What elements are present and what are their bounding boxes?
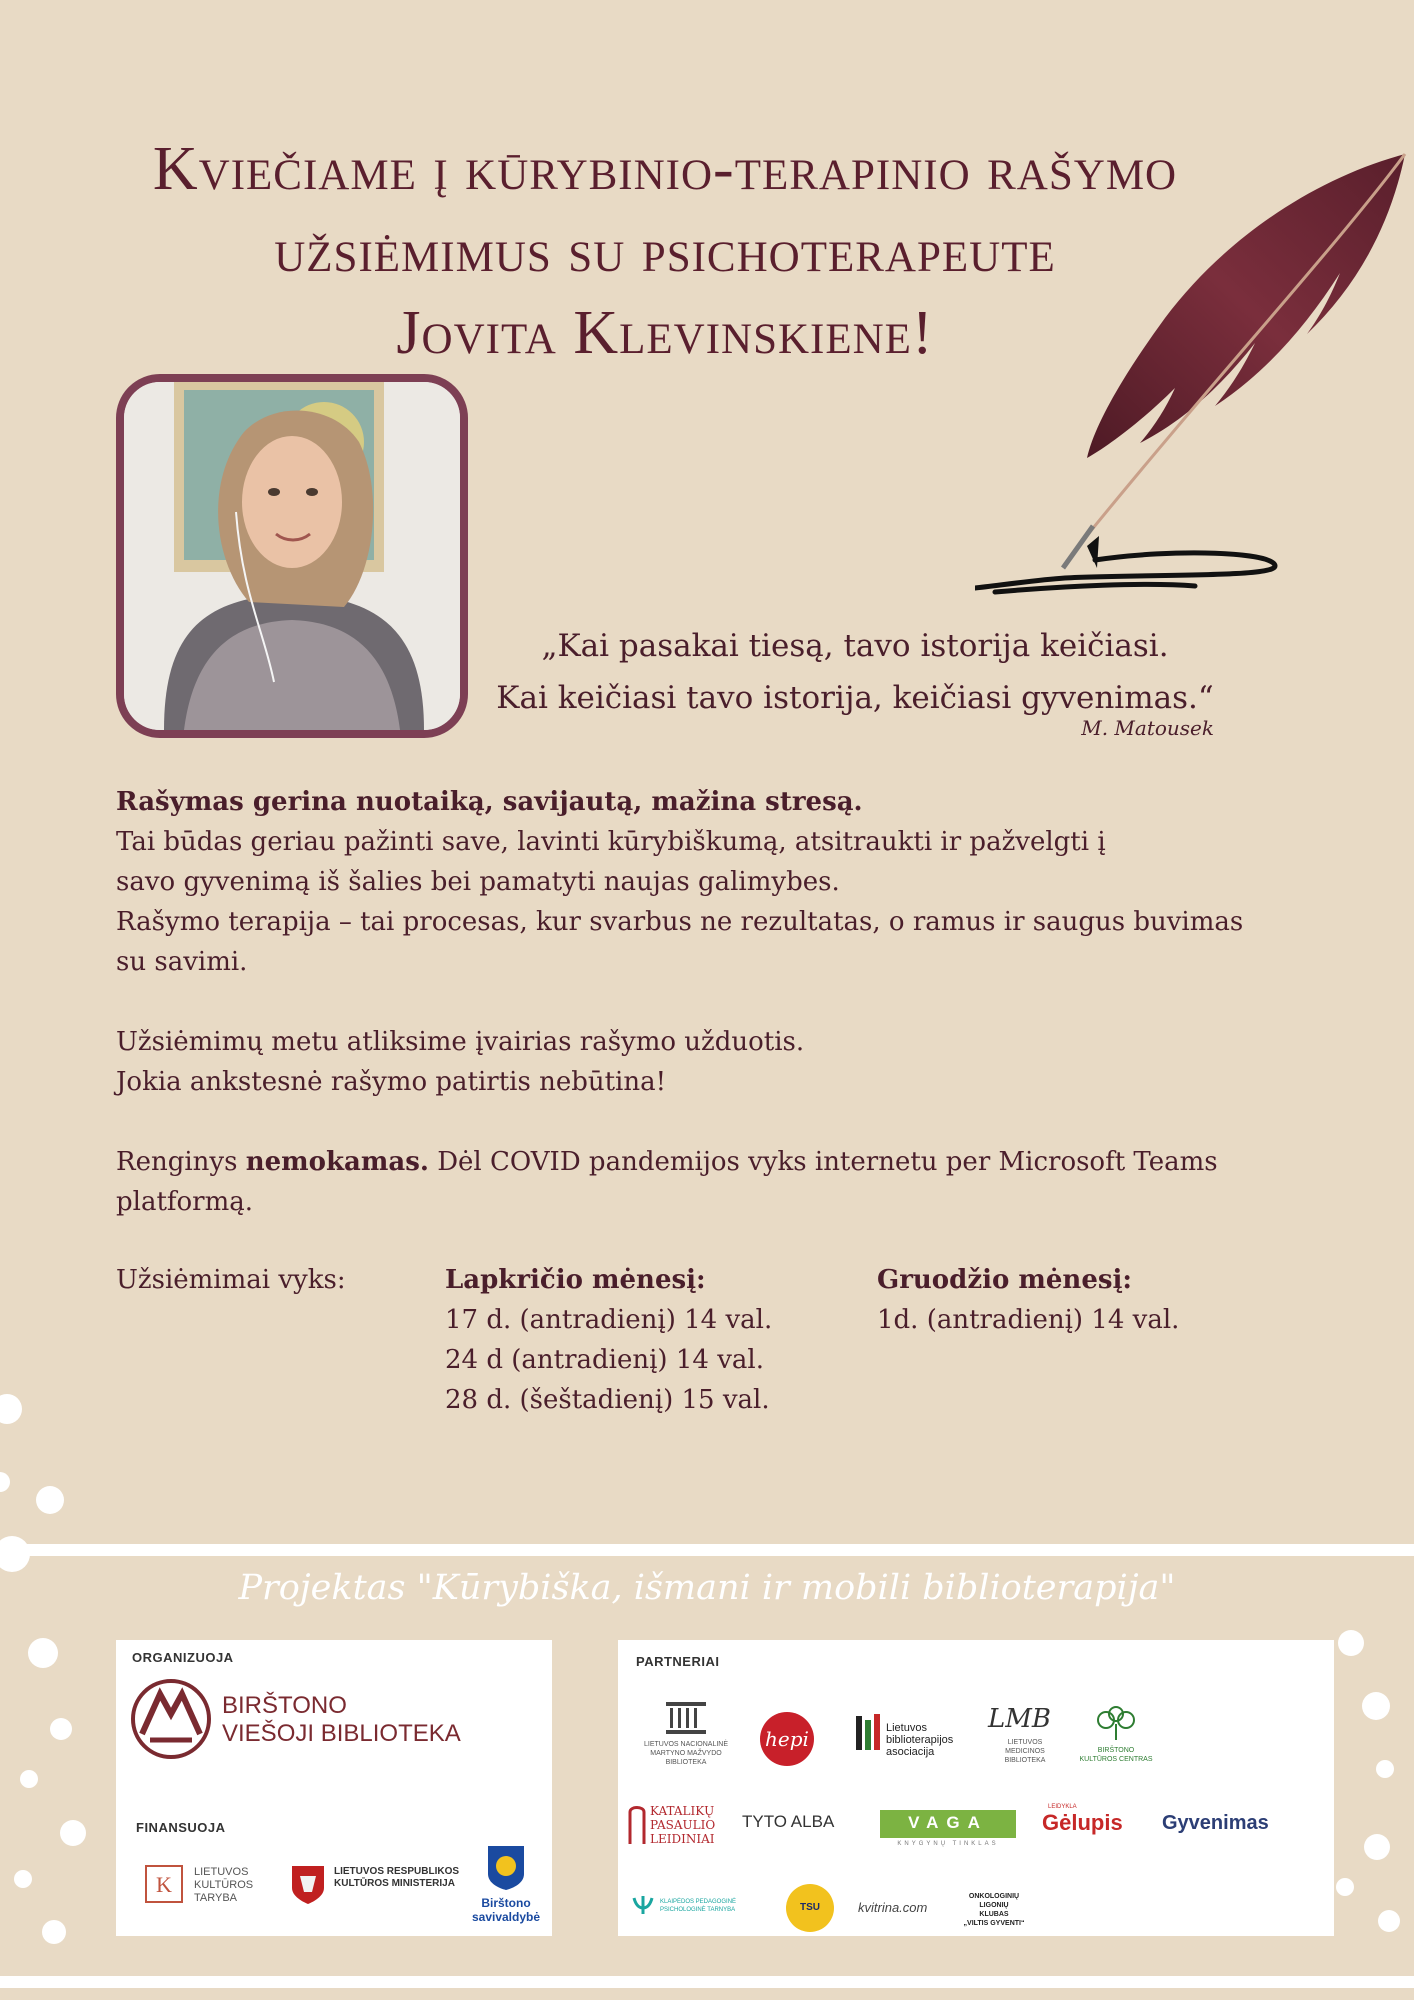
lnb-logo-icon xyxy=(664,1700,708,1736)
ltk-name xyxy=(194,1866,253,1905)
decor-dot xyxy=(1362,1692,1390,1720)
free-label: nemokamas. xyxy=(245,1147,429,1177)
event-info-text: Dėl COVID pandemijos vyks internetu per Microsoft Teams platformą. xyxy=(116,1147,1218,1217)
bkc-line: KULTŪROS CENTRAS xyxy=(1079,1756,1153,1763)
ltk-logo-icon xyxy=(144,1864,184,1904)
municipality-line: Birštono xyxy=(481,1896,531,1910)
title-line-3: Jovita Klevinskiene! xyxy=(396,299,934,367)
quote-line-2: Kai keičiasi tavo istorija, keičiasi gyvenimas.“ xyxy=(496,680,1214,716)
tsu-logo: TSU xyxy=(786,1884,834,1932)
portrait-photo xyxy=(116,374,468,738)
november-heading: Lapkričio mėnesį: xyxy=(445,1265,706,1295)
hepi-logo: hepi xyxy=(760,1712,814,1766)
decor-dot xyxy=(14,1870,32,1888)
ministry-name xyxy=(334,1866,459,1890)
ltk-line: KULTŪROS xyxy=(194,1879,254,1891)
ministry-line: LIETUVOS RESPUBLIKOS xyxy=(334,1866,460,1877)
lba-line: asociacija xyxy=(886,1746,935,1758)
municipality-line: savivaldybė xyxy=(471,1910,541,1924)
vaga-subtitle: KNYGYNŲ TINKLAS xyxy=(897,1841,999,1847)
kpl-name xyxy=(650,1804,715,1846)
event-info-text: Renginys xyxy=(116,1147,246,1177)
bkc-leaf-icon xyxy=(1092,1706,1140,1742)
divider-bottom xyxy=(0,1976,1414,1988)
organizer-label: ORGANIZUOJA xyxy=(132,1650,234,1665)
lnb-line: LIETUVOS NACIONALINĖ xyxy=(643,1741,729,1748)
lnb-line: MARTYNO MAŽVYDO xyxy=(650,1750,722,1757)
decor-dot xyxy=(20,1770,38,1788)
bkc-line: BIRŠTONO xyxy=(1097,1747,1135,1754)
schedule-label: Užsiėmimai vyks: xyxy=(116,1265,346,1295)
vaga-logo xyxy=(880,1810,1016,1838)
lead-sentence: Rašymas gerina nuotaiką, savijautą, mažina stresą. xyxy=(116,787,863,817)
quote-line-1: „Kai pasakai tiesą, tavo istorija keičiasi. xyxy=(541,628,1169,664)
project-title: Projektas "Kūrybiška, išmani ir mobili biblioterapija" xyxy=(238,1568,1176,1608)
decor-dot xyxy=(1376,1760,1394,1778)
vaga-name: VAGA xyxy=(908,1813,988,1832)
lmb-line: MEDICINOS xyxy=(1005,1748,1045,1755)
birstono-library-logo-icon xyxy=(130,1678,212,1760)
description-line: Užsiėmimų metu atliksime įvairias rašymo užduotis. xyxy=(116,1027,805,1057)
decor-dot xyxy=(50,1718,72,1740)
onko-line: ONKOLOGINIŲ xyxy=(968,1893,1020,1900)
description xyxy=(116,782,1346,1222)
lmb-line: BIBLIOTEKA xyxy=(1004,1757,1046,1764)
kpl-line: LEIDINIAI xyxy=(650,1832,715,1846)
bkc-name xyxy=(1068,1746,1164,1764)
lmb-name xyxy=(992,1738,1058,1765)
ltk-line: LIETUVOS xyxy=(194,1866,249,1878)
kppt-logo-icon xyxy=(630,1890,656,1916)
title-line-2: užsiėmimus su psichoterapeute xyxy=(274,217,1056,285)
portrait-image xyxy=(124,382,460,730)
decor-dot xyxy=(60,1820,86,1846)
lba-logo-icon xyxy=(854,1710,884,1754)
partners-card xyxy=(618,1640,1334,1936)
gyvenimas-logo: Gyvenimas xyxy=(1162,1812,1269,1834)
ministry-line: KULTŪROS MINISTERIJA xyxy=(334,1878,455,1889)
lba-line: Lietuvos xyxy=(886,1722,927,1734)
november-date: 28 d. (šeštadienį) 15 val. xyxy=(445,1385,770,1415)
lnb-line: BIBLIOTEKA xyxy=(665,1759,707,1766)
schedule-november xyxy=(445,1260,772,1420)
onko-club-name xyxy=(948,1892,1040,1928)
december-date: 1d. (antradienį) 14 val. xyxy=(877,1305,1180,1335)
decor-dot xyxy=(1364,1834,1390,1860)
decor-dot xyxy=(0,1394,22,1424)
divider-top xyxy=(0,1544,1414,1556)
kvitrina-logo: kvitrina.com xyxy=(858,1900,928,1915)
quote-author: M. Matousek xyxy=(1081,716,1214,740)
onko-line: KLUBAS xyxy=(979,1911,1009,1918)
decor-dot xyxy=(1378,1910,1400,1932)
svg-text:K: K xyxy=(156,1872,172,1897)
description-line: savo gyvenimą iš šalies bei pamatyti naujas galimybes. xyxy=(116,867,840,897)
quote xyxy=(480,620,1230,724)
december-heading: Gruodžio mėnesį: xyxy=(877,1265,1132,1295)
organizer-card xyxy=(116,1640,552,1936)
organizer-name xyxy=(222,1692,461,1748)
november-date: 24 d (antradienį) 14 val. xyxy=(445,1345,764,1375)
gelupis-publisher: LEIDYKLA xyxy=(1048,1804,1077,1810)
funder-label: FINANSUOJA xyxy=(136,1820,226,1835)
partners-label: PARTNERIAI xyxy=(636,1654,720,1669)
decor-dot xyxy=(28,1638,58,1668)
lba-name xyxy=(886,1722,953,1758)
quill-icon xyxy=(975,148,1414,598)
organizer-name-line: BIRŠTONO xyxy=(222,1692,347,1719)
lba-line: biblioterapijos xyxy=(886,1734,954,1746)
kpl-column-icon xyxy=(628,1802,646,1846)
decor-dot xyxy=(0,1472,10,1492)
onko-line: LIGONIŲ xyxy=(979,1902,1009,1909)
decor-dot xyxy=(42,1920,66,1944)
description-line: su savimi. xyxy=(116,947,248,977)
description-line: Rašymo terapija – tai procesas, kur svarbus ne rezultatas, o ramus ir saugus buvimas xyxy=(116,907,1244,937)
description-line: Tai būdas geriau pažinti save, lavinti kūrybiškumą, atsitraukti ir pažvelgti į xyxy=(116,827,1106,857)
tyto-alba-logo: TYTO ALBA xyxy=(742,1812,835,1831)
gelupis-logo: Gėlupis xyxy=(1042,1810,1123,1835)
decor-dot xyxy=(1336,1878,1354,1896)
kppt-name: KLAIPĖDOS PEDAGOGINĖ PSICHOLOGINĖ TARNYBA xyxy=(660,1899,737,1913)
decor-dot xyxy=(1338,1630,1364,1656)
birstonas-coat-of-arms-icon xyxy=(486,1844,526,1892)
decor-dot xyxy=(36,1486,64,1514)
ltk-line: TARYBA xyxy=(194,1892,237,1904)
lmb-line: LIETUVOS xyxy=(1007,1739,1043,1746)
description-line: Jokia ankstesnė rašymo patirtis nebūtina! xyxy=(116,1067,667,1097)
onko-line: „VILTIS GYVENTI“ xyxy=(963,1920,1025,1927)
kpl-line: KATALIKŲ xyxy=(650,1804,715,1818)
lnb-name xyxy=(624,1740,748,1767)
birstonas-municipality xyxy=(466,1896,546,1924)
november-date: 17 d. (antradienį) 14 val. xyxy=(445,1305,773,1335)
vytis-shield-icon xyxy=(290,1864,326,1906)
schedule-december xyxy=(877,1260,1179,1340)
title-line-1: Kviečiame į kūrybinio-terapinio rašymo xyxy=(152,135,1178,203)
lmb-mark: LMB xyxy=(988,1704,1051,1734)
kpl-line: PASAULIO xyxy=(650,1818,716,1832)
event-info xyxy=(116,1142,1346,1222)
organizer-name-line: VIEŠOJI BIBLIOTEKA xyxy=(222,1720,461,1747)
